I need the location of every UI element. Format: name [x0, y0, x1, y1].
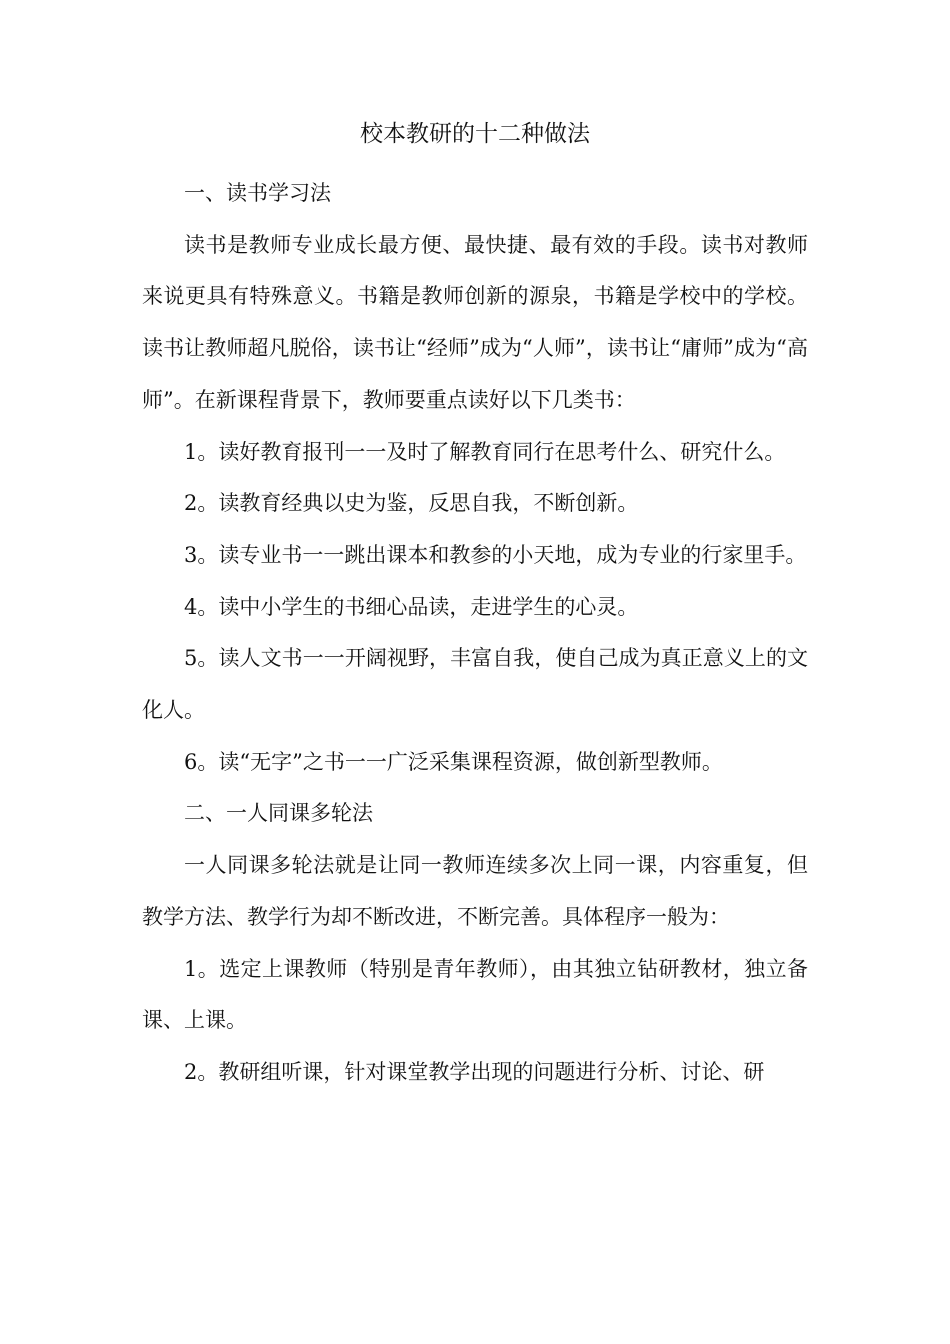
section-heading: 一、读书学习法	[184, 181, 331, 205]
list-item: 4。读中小学生的书细心品读，走进学生的心灵。	[184, 594, 639, 619]
document-body	[142, 168, 808, 1099]
body-paragraph: 读书是教师专业成长最方便、最快捷、最有效的手段。读书对教师来说更具有特殊意义。书籍是教师创新的源泉，书籍是学校中的学校。读书让教师超凡脱俗，读书让“经师”成为“人师”，读书让“庸师”成为“高师”。在新课程背景下，教师要重点读好以下几类书：	[142, 232, 808, 412]
list-item: 2。读教育经典以史为鉴，反思自我，不断创新。	[184, 491, 639, 516]
list-item: 1。选定上课教师（特别是青年教师），由其独立钻研教材，独立备课、上课。	[142, 956, 808, 1033]
body-paragraph: 一人同课多轮法就是让同一教师连续多次上同一课，内容重复，但教学方法、教学行为却不断改进，不断完善。具体程序一般为：	[142, 853, 808, 929]
section-heading: 二、一人同课多轮法	[184, 801, 373, 826]
list-item: 5。读人文书一一开阔视野，丰富自我，使自己成为真正意义上的文化人。	[142, 646, 808, 723]
list-item: 3。读专业书一一跳出课本和教参的小天地，成为专业的行家里手。	[184, 542, 807, 567]
document-title: 校本教研的十二种做法	[360, 121, 590, 147]
list-item: 6。读“无字”之书一一广泛采集课程资源，做创新型教师。	[184, 749, 723, 774]
list-item: 2。教研组听课，针对课堂教学出现的问题进行分析、讨论、研	[184, 1059, 765, 1084]
list-item: 1。读好教育报刊一一及时了解教育同行在思考什么、研究什么。	[184, 439, 786, 464]
